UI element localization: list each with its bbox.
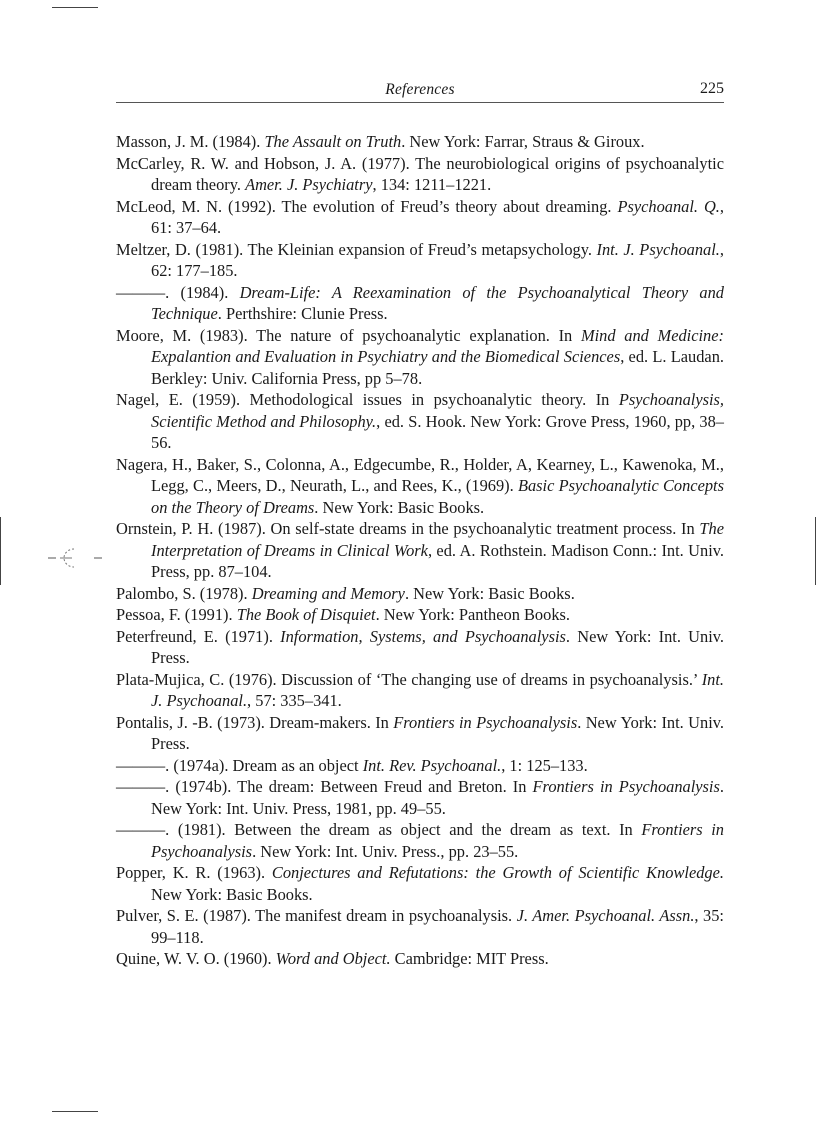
reference-entry — [116, 862, 724, 905]
reference-text: Ornstein, P. H. (1987). On self-state dreams in the psychoanalytic treatment process. In — [116, 519, 700, 538]
reference-italic-text: The Interpretation of Dreams in Clinical Work — [151, 519, 724, 560]
reference-list — [116, 131, 724, 970]
page-header — [116, 80, 724, 103]
crop-mark-bottom-left — [52, 1111, 98, 1112]
reference-italic-text: Basic Psychoanalytic Concepts on the Theory of Dreams — [151, 476, 724, 517]
reference-text: . New York: Int. Univ. Press, 1981, pp. 49–55. — [151, 777, 724, 818]
reference-text: . New York: Farrar, Straus & Giroux. — [401, 132, 645, 151]
reference-text: ———. (1984). — [116, 282, 240, 302]
reference-italic-text: Information, Systems, and Psychoanalysis — [280, 626, 566, 646]
reference-text: Pulver, S. E. (1987). The manifest dream in psychoanalysis. — [116, 906, 517, 925]
reference-entry — [116, 583, 724, 605]
reference-entry — [116, 239, 724, 282]
reference-text: McCarley, R. W. and Hobson, J. A. (1977). The neurobiological origins of psychoanalytic dream theory. — [116, 153, 724, 194]
reference-italic-text: Int. Rev. Psychoanal. — [362, 755, 502, 775]
reference-text: ———. (1974b). The dream: Between Freud and Breton. In — [116, 777, 533, 796]
reference-text: . New York: Int. Univ. Press., pp. 23–55. — [252, 841, 519, 861]
reference-text: Moore, M. (1983). The nature of psychoanalytic explanation. In — [116, 325, 581, 345]
reference-text: , 35: 99–118. — [151, 906, 724, 947]
reference-text: ———. (1974a). Dream as an object — [116, 755, 363, 775]
reference-entry — [116, 819, 724, 862]
reference-entry — [116, 518, 724, 583]
reference-entry — [116, 712, 724, 755]
reference-text: Nagel, E. (1959). Methodological issues in psychoanalytic theory. In — [116, 390, 619, 409]
reference-text: New York: Basic Books. — [151, 884, 313, 904]
registration-mark-icon — [48, 543, 102, 573]
reference-italic-text: Mind and Medicine: Expalantion and Evaluation in Psychiatry and the Biomedical Sciences — [151, 325, 724, 366]
reference-text: Quine, W. V. O. (1960). — [116, 949, 276, 968]
reference-text: . Perthshire: Clunie Press. — [217, 304, 388, 323]
reference-italic-text: Conjectures and Refutations: the Growth of Scientific Knowledge. — [271, 863, 724, 882]
reference-text: , ed. L. Laudan. Berkley: Univ. California Press, pp 5–78. — [151, 347, 724, 388]
reference-text: , 1: 125–133. — [501, 755, 588, 775]
reference-italic-text: Psychoanal. Q. — [617, 196, 720, 216]
reference-entry — [116, 389, 724, 454]
reference-text: Plata-Mujica, C. (1976). Discussion of ‘The changing use of dreams in psychoanalysis.’ — [116, 669, 702, 689]
reference-text: , 62: 177–185. — [151, 239, 724, 280]
reference-italic-text: Dream-Life: A Reexamination of the Psychoanalytical Theory and Technique — [151, 282, 724, 323]
reference-text: . New York: Basic Books. — [404, 583, 575, 603]
reference-text: . New York: Int. Univ. Press. — [151, 712, 724, 753]
reference-text: , 57: 335–341. — [247, 691, 342, 710]
reference-entry — [116, 669, 724, 712]
reference-entry — [116, 196, 724, 239]
reference-entry — [116, 905, 724, 948]
reference-entry — [116, 776, 724, 819]
reference-text: Pontalis, J. -B. (1973). Dream-makers. In — [116, 712, 394, 732]
reference-text: , 134: 1211–1221. — [372, 175, 492, 194]
reference-entry — [116, 153, 724, 196]
reference-text: ———. (1981). Between the dream as object and the dream as text. In — [116, 820, 642, 839]
reference-entry — [116, 948, 724, 970]
crop-mark-top-left — [52, 7, 98, 8]
running-title: References — [385, 81, 455, 98]
reference-italic-text: The Book of Disquiet — [236, 605, 376, 624]
reference-italic-text: Dreaming and Memory — [251, 583, 405, 603]
reference-italic-text: Frontiers in Psychoanalysis — [532, 777, 720, 796]
reference-text: Popper, K. R. (1963). — [116, 863, 272, 882]
crop-mark-left — [0, 517, 1, 585]
reference-text: . New York: Basic Books. — [314, 497, 485, 517]
reference-entry — [116, 325, 724, 390]
reference-entry — [116, 604, 724, 626]
reference-text: Palombo, S. (1978). — [116, 583, 252, 603]
reference-text: Masson, J. M. (1984). — [116, 132, 265, 151]
reference-italic-text: J. Amer. Psychoanal. Assn. — [516, 906, 695, 925]
reference-italic-text: The Assault on Truth — [264, 132, 402, 151]
reference-text: , ed. A. Rothstein. Madison Conn.: Int. Univ. Press, pp. 87–104. — [151, 540, 724, 581]
page-number: 225 — [700, 80, 724, 97]
reference-entry — [116, 626, 724, 669]
reference-text: , ed. S. Hook. New York: Grove Press, 1960, pp, 38–56. — [151, 411, 725, 452]
reference-entry — [116, 454, 724, 519]
reference-entry — [116, 282, 724, 325]
reference-entry — [116, 755, 724, 777]
reference-text: , 61: 37–64. — [151, 196, 724, 237]
reference-text: Cambridge: MIT Press. — [390, 949, 549, 968]
reference-text: McLeod, M. N. (1992). The evolution of Freud’s theory about dreaming. — [116, 196, 618, 216]
reference-entry — [116, 131, 724, 153]
reference-text: Meltzer, D. (1981). The Kleinian expansion of Freud’s metapsychology. — [116, 239, 597, 259]
reference-text: . New York: Int. Univ. Press. — [151, 626, 724, 667]
reference-italic-text: Frontiers in Psychoanalysis — [393, 712, 578, 732]
reference-text: . New York: Pantheon Books. — [375, 605, 570, 624]
reference-text: Pessoa, F. (1991). — [116, 605, 237, 624]
reference-text: Peterfreund, E. (1971). — [116, 626, 281, 646]
reference-italic-text: Psychoanalysis, Scientific Method and Philosophy. — [151, 390, 724, 431]
reference-italic-text: Int. J. Psychoanal. — [151, 669, 724, 710]
reference-italic-text: Word and Object. — [275, 949, 391, 968]
reference-italic-text: Amer. J. Psychiatry — [245, 175, 373, 194]
reference-text: Nagera, H., Baker, S., Colonna, A., Edgecumbe, R., Holder, A, Kearney, L., Kawenoka, M., Legg, C., Meers, D., Neurath, L., and Rees, K., (1969). — [116, 454, 724, 495]
reference-italic-text: Frontiers in Psychoanalysis — [151, 820, 724, 861]
reference-italic-text: Int. J. Psychoanal. — [596, 239, 720, 259]
